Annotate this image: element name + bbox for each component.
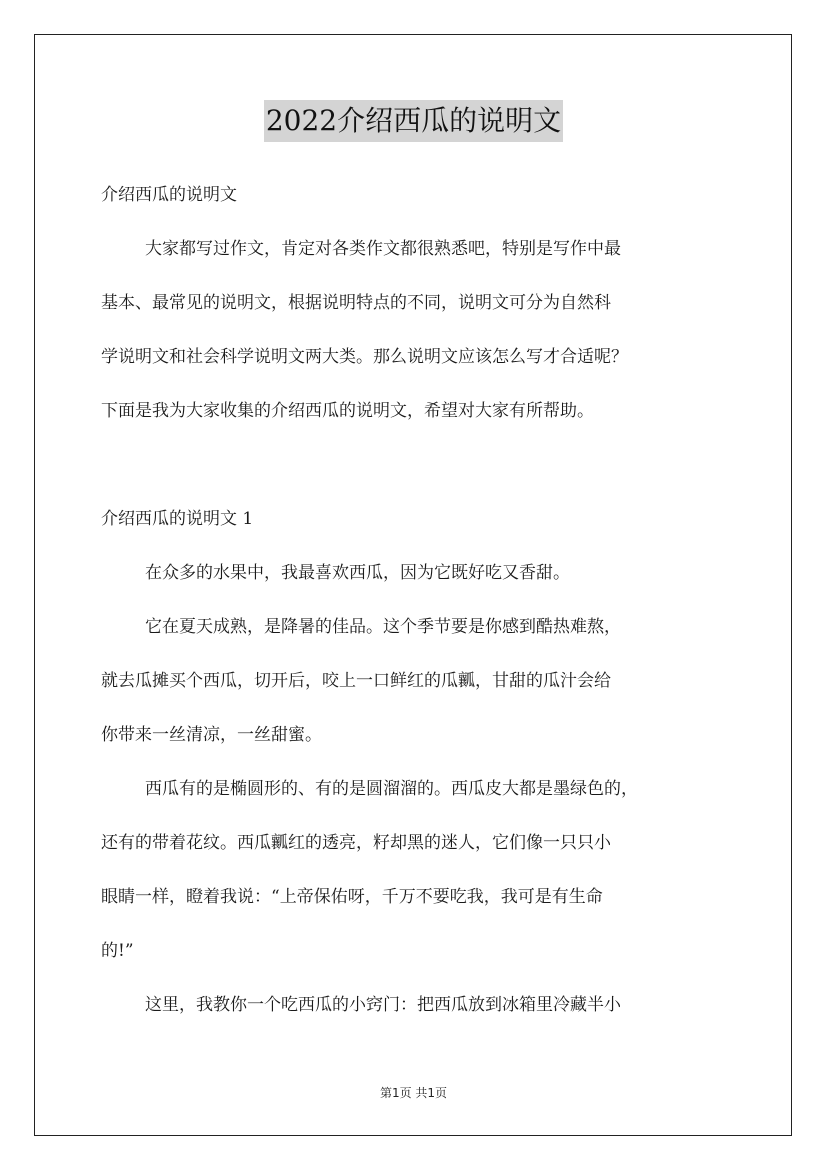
title-container [0,100,827,142]
intro-paragraph [101,222,729,438]
intro-heading: 介绍西瓜的说明文 [101,185,237,205]
text-line: 这里，我教你一个吃西瓜的小窍门：把西瓜放到冰箱里冷藏半小 [145,995,621,1015]
section1-heading: 介绍西瓜的说明文 1 [101,509,254,529]
text-line: 在众多的水果中，我最喜欢西瓜，因为它既好吃又香甜。 [145,563,570,583]
text-line: 的!” [101,941,134,961]
paragraph-gap [101,438,729,492]
text-line: 眼睛一样，瞪着我说：“上帝保佑呀，千万不要吃我，我可是有生命 [101,887,603,907]
section1-paragraph [101,600,729,762]
document-body [101,168,729,1032]
text-line: 学说明文和社会科学说明文两大类。那么说明文应该怎么写才合适呢？ [101,347,628,367]
document-title: 2022介绍西瓜的说明文 [264,100,563,142]
text-line: 你带来一丝清凉，一丝甜蜜。 [101,725,322,745]
section1-paragraph [101,546,729,600]
text-line: 还有的带着花纹。西瓜瓤红的透亮，籽却黑的迷人，它们像一只只小 [101,833,611,853]
page-number: 第1页 共1页 [379,1086,448,1100]
text-line: 基本、最常见的说明文，根据说明特点的不同，说明文可分为自然科 [101,293,611,313]
text-line: 下面是我为大家收集的介绍西瓜的说明文，希望对大家有所帮助。 [101,401,594,421]
section1-paragraph [101,978,729,1032]
text-line: 它在夏天成熟，是降暑的佳品。这个季节要是你感到酷热难熬， [145,617,621,637]
text-line: 就去瓜摊买个西瓜，切开后，咬上一口鲜红的瓜瓤，甘甜的瓜汁会给 [101,671,611,691]
page-footer [0,1084,827,1101]
text-line: 大家都写过作文，肯定对各类作文都很熟悉吧，特别是写作中最 [145,239,621,259]
section1-paragraph [101,762,729,978]
text-line: 西瓜有的是椭圆形的、有的是圆溜溜的。西瓜皮大都是墨绿色的， [145,779,638,799]
